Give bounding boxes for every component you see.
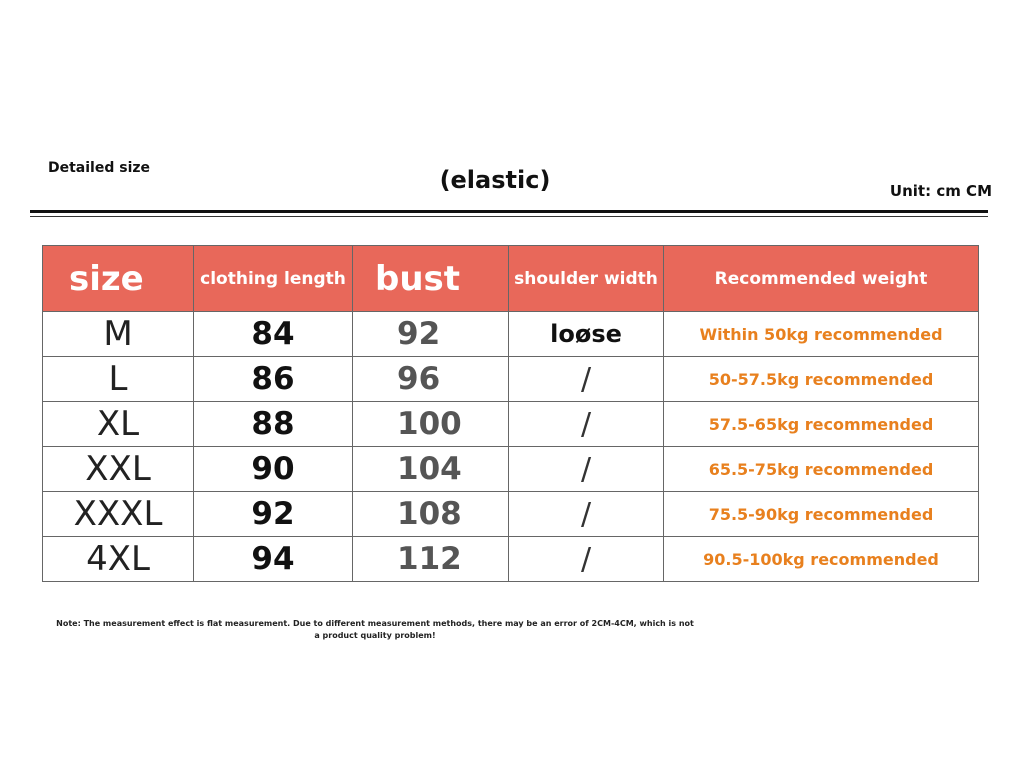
cell-bust: 96 [353, 357, 509, 402]
column-header-recommended-weight: Recommended weight [664, 246, 979, 312]
table-row [43, 492, 979, 537]
cell-size: 4XL [43, 537, 194, 582]
cell-clothing-length: 88 [194, 402, 353, 447]
cell-clothing-length: 90 [194, 447, 353, 492]
cell-clothing-length: 86 [194, 357, 353, 402]
cell-shoulder-width: / [509, 447, 664, 492]
cell-bust: 104 [353, 447, 509, 492]
cell-recommended-weight: Within 50kg recommended [664, 312, 979, 357]
cell-shoulder-width: loøse [509, 312, 664, 357]
column-header-bust: bust [353, 246, 509, 312]
cell-clothing-length: 84 [194, 312, 353, 357]
cell-shoulder-width: / [509, 357, 664, 402]
column-header-shoulder-width: shoulder width [509, 246, 664, 312]
measurement-note: Note: The measurement effect is flat measurement. Due to different measurement methods, there may be an error of 2CM-4CM, which is not a product quality problem! [56, 619, 694, 640]
table-header-row [43, 246, 979, 312]
table-row [43, 357, 979, 402]
cell-shoulder-width: / [509, 537, 664, 582]
cell-size: L [43, 357, 194, 402]
cell-recommended-weight: 57.5-65kg recommended [664, 402, 979, 447]
column-header-clothing-length: clothing length [194, 246, 353, 312]
page-title: (elastic) [439, 166, 551, 194]
cell-recommended-weight: 90.5-100kg recommended [664, 537, 979, 582]
table-row [43, 402, 979, 447]
table-row [43, 537, 979, 582]
cell-bust: 92 [353, 312, 509, 357]
cell-size: XL [43, 402, 194, 447]
cell-shoulder-width: / [509, 402, 664, 447]
cell-recommended-weight: 50-57.5kg recommended [664, 357, 979, 402]
cell-shoulder-width: / [509, 492, 664, 537]
cell-clothing-length: 94 [194, 537, 353, 582]
cell-bust: 108 [353, 492, 509, 537]
cell-size: XXL [43, 447, 194, 492]
column-header-size: size [43, 246, 194, 312]
cell-recommended-weight: 75.5-90kg recommended [664, 492, 979, 537]
detailed-size-label: Detailed size [48, 160, 151, 176]
size-chart-table [42, 245, 979, 582]
cell-size: XXXL [43, 492, 194, 537]
cell-size: M [43, 312, 194, 357]
table-row [43, 312, 979, 357]
cell-bust: 100 [353, 402, 509, 447]
table-row [43, 447, 979, 492]
cell-clothing-length: 92 [194, 492, 353, 537]
cell-bust: 112 [353, 537, 509, 582]
cell-recommended-weight: 65.5-75kg recommended [664, 447, 979, 492]
divider [30, 216, 988, 217]
unit-label: Unit: cm CM [889, 182, 992, 200]
divider [30, 210, 988, 213]
